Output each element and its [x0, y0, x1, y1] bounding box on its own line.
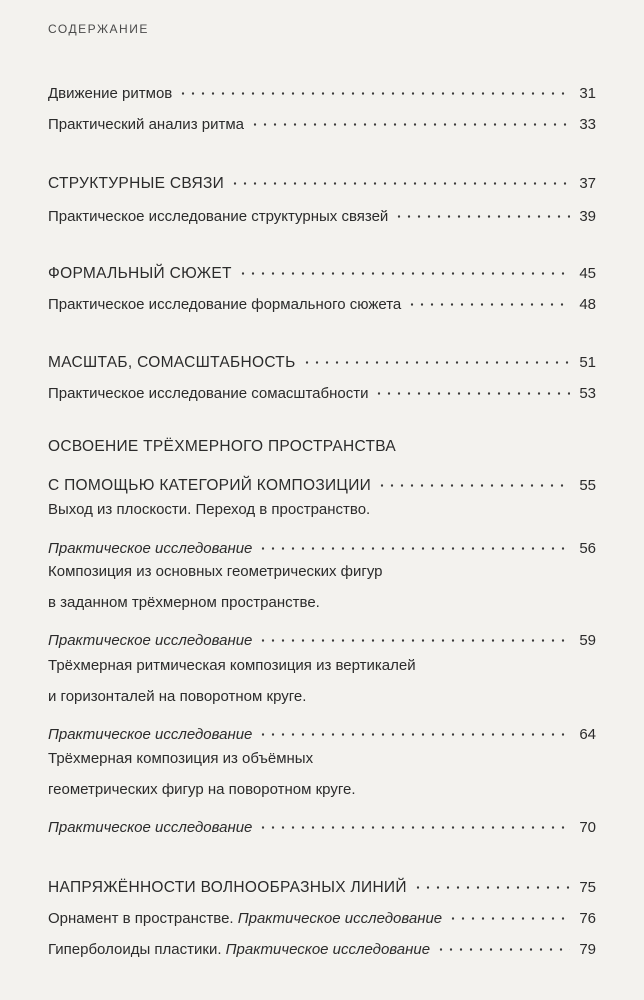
toc-section[interactable]: [48, 166, 596, 192]
toc-entry-line: [48, 592, 596, 614]
toc-entry-title-wrap: [48, 939, 430, 961]
toc-entry-page: 75: [579, 879, 596, 896]
toc-entry-title: Трёхмерная композиция из объёмных: [48, 750, 314, 767]
toc-entry-line: [48, 686, 596, 708]
toc-entry-line: [48, 779, 596, 801]
toc-entry-title: Гиперболоиды пластики.: [48, 941, 222, 958]
toc-entry[interactable]: [48, 932, 596, 958]
toc-entry-page: 55: [579, 477, 596, 494]
dot-leader: [448, 901, 570, 923]
toc-section-line: [48, 436, 596, 458]
toc-entry-line: [48, 655, 596, 677]
dot-leader: [258, 810, 570, 832]
toc-entry-page: 53: [579, 385, 596, 402]
toc-entry[interactable]: [48, 107, 596, 133]
toc-section[interactable]: [48, 345, 596, 371]
toc-entry-line: [48, 561, 596, 583]
dot-leader: [377, 468, 570, 490]
toc-entry-page: 64: [579, 726, 596, 743]
toc-section-title: МАСШТАБ, СОМАСШТАБНОСТЬ: [48, 354, 296, 371]
toc-section[interactable]: [48, 468, 596, 494]
dot-leader: [178, 76, 570, 98]
toc-entry-title: Практическое исследование формального сюжета: [48, 296, 402, 313]
toc-entry[interactable]: [48, 901, 596, 927]
toc-entry[interactable]: [48, 199, 596, 225]
toc-entry-subtitle: Практическое исследование: [48, 632, 253, 649]
toc-entry-page: 76: [579, 910, 596, 927]
toc-section-title: НАПРЯЖЁННОСТИ ВОЛНООБРАЗНЫХ ЛИНИЙ: [48, 879, 407, 896]
toc-entry-subtitle: Практическое исследование: [237, 910, 443, 927]
toc-entry-line: [48, 748, 596, 770]
toc-entry[interactable]: [48, 717, 596, 743]
dot-leader: [238, 256, 570, 278]
toc-entry-title: Орнамент в пространстве.: [48, 910, 234, 927]
toc-entry-page: 37: [579, 175, 596, 192]
dot-leader: [250, 107, 570, 129]
dot-leader: [394, 199, 570, 221]
toc-entry-page: 56: [579, 540, 596, 557]
toc-entry-subtitle: Практическое исследование: [48, 819, 253, 836]
dot-leader: [407, 287, 570, 309]
toc-section[interactable]: [48, 256, 596, 282]
toc-entry[interactable]: [48, 376, 596, 402]
toc-entry-page: 31: [579, 85, 596, 102]
toc-entry-subtitle: Практическое исследование: [48, 726, 253, 743]
toc-section-title: СТРУКТУРНЫЕ СВЯЗИ: [48, 175, 225, 192]
toc-entry-title: Практический анализ ритма: [48, 116, 244, 133]
dot-leader: [374, 376, 570, 398]
toc-entry-title: Движение ритмов: [48, 85, 173, 102]
toc-entry-subtitle: Практическое исследование: [225, 941, 431, 958]
dot-leader: [230, 166, 570, 188]
toc-entry-page: 51: [579, 354, 596, 371]
toc-section-title: ОСВОЕНИЕ ТРЁХМЕРНОГО ПРОСТРАНСТВА: [48, 438, 397, 455]
toc-entry-line: [48, 499, 596, 521]
toc-entry-page: 59: [579, 632, 596, 649]
toc-entry-page: 48: [579, 296, 596, 313]
toc-entry-page: 33: [579, 116, 596, 133]
toc-entry-title: Выход из плоскости. Переход в пространство.: [48, 501, 371, 518]
toc-entry-page: 39: [579, 208, 596, 225]
toc-entry-page: 70: [579, 819, 596, 836]
dot-leader: [436, 932, 570, 954]
toc-entry-title: Практическое исследование структурных связей: [48, 208, 389, 225]
toc-entry-title: Практическое исследование сомасштабности: [48, 385, 369, 402]
dot-leader: [258, 531, 570, 553]
toc-entry-subtitle: Практическое исследование: [48, 540, 253, 557]
dot-leader: [302, 345, 570, 367]
dot-leader: [413, 870, 570, 892]
toc-entry[interactable]: [48, 810, 596, 836]
toc-entry-title: Трёхмерная ритмическая композиция из вертикалей: [48, 657, 416, 674]
toc-entry-title: геометрических фигур на поворотном круге.: [48, 781, 356, 798]
toc-entry[interactable]: [48, 76, 596, 102]
toc-section[interactable]: [48, 870, 596, 896]
toc-entry-title: в заданном трёхмерном пространстве.: [48, 594, 320, 611]
dot-leader: [258, 623, 570, 645]
toc-entry-title: Композиция из основных геометрических фигур: [48, 563, 383, 580]
toc-entry-title-wrap: [48, 908, 442, 930]
toc-section-title: С ПОМОЩЬЮ КАТЕГОРИЙ КОМПОЗИЦИИ: [48, 477, 372, 494]
toc-entry[interactable]: [48, 287, 596, 313]
page-header: СОДЕРЖАНИЕ: [48, 22, 149, 36]
toc-section-title: ФОРМАЛЬНЫЙ СЮЖЕТ: [48, 265, 232, 282]
toc-entry[interactable]: [48, 623, 596, 649]
toc-entry-title: и горизонталей на поворотном круге.: [48, 688, 307, 705]
toc-entry[interactable]: [48, 531, 596, 557]
dot-leader: [258, 717, 570, 739]
toc-entry-page: 79: [579, 941, 596, 958]
toc-entry-page: 45: [579, 265, 596, 282]
